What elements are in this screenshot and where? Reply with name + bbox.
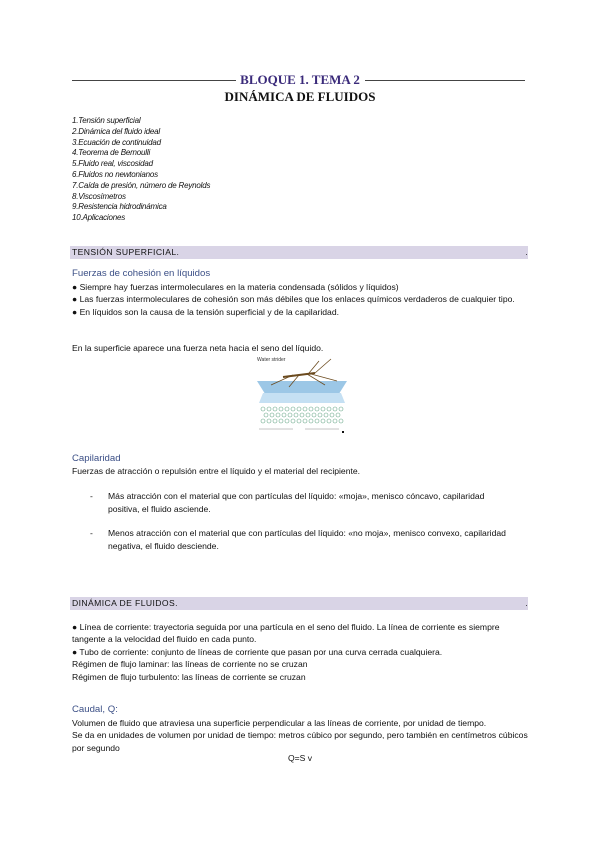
water-strider-illustration-icon	[253, 353, 351, 437]
section-heading-dot: .	[525, 598, 528, 608]
section-heading-dynamics	[70, 597, 528, 610]
subheading-caudal: Caudal, Q:	[72, 704, 118, 715]
capillarity-item	[90, 490, 510, 515]
capillarity-intro: Fuerzas de atracción o repulsión entre el líquido y el material del recipiente.	[72, 466, 361, 476]
definition-line: Régimen de flujo laminar: las líneas de corriente no se cruzan	[72, 659, 308, 670]
table-of-contents	[72, 116, 210, 224]
toc-item: 7.Caída de presión, número de Reynolds	[72, 180, 211, 190]
toc-item: 9.Resistencia hidrodinámica	[72, 202, 167, 212]
toc-item: 10.Aplicaciones	[72, 213, 126, 223]
bullet-line: ● Las fuerzas intermoleculares de cohesión son más débiles que los enlaces químicos verdaderos de cualquier tipo.	[72, 294, 515, 305]
capillarity-item-text: Menos atracción con el material que con partículas del líquido: «no moja», menisco convexo, capilaridad negativa, el fluido desciende.	[108, 528, 506, 551]
subheading-cohesion: Fuerzas de cohesión en líquidos	[72, 268, 211, 279]
capillarity-item	[90, 527, 510, 552]
section-heading-dot: .	[525, 247, 528, 257]
caudal-line: Se da en unidades de volumen por unidad de tiempo: metros cúbico por segundo, pero también en centímetros cúbicos por segundo	[72, 730, 528, 753]
surface-note: En la superficie aparece una fuerza neta hacia el seno del líquido.	[72, 343, 324, 353]
caudal-line: Volumen de fluido que atraviesa una superficie perpendicular a las líneas de corriente, por unidad de tiempo.	[72, 718, 487, 728]
toc-item: 2.Dinámica del fluido ideal	[72, 126, 160, 136]
section-heading-tension	[70, 246, 528, 259]
toc-item: 4.Teorema de Bernoulli	[72, 148, 151, 158]
flow-formula: Q=S v	[287, 753, 313, 763]
toc-item: 6.Fluidos no newtonianos	[72, 169, 158, 179]
section-heading-text: TENSIÓN SUPERFICIAL.	[72, 247, 180, 257]
definition-line: Régimen de flujo turbulento: las líneas de corriente se cruzan	[72, 671, 306, 682]
capillarity-item-text: Más atracción con el material que con partículas del líquido: «moja», menisco cóncavo, capilaridad positiva, el fluido asciende.	[108, 491, 485, 514]
dash-marker: -	[90, 491, 93, 501]
toc-item: 3.Ecuación de continuidad	[72, 137, 161, 147]
figure-label: Water strider	[257, 357, 286, 363]
toc-item: 5.Fluido real, viscosidad	[72, 159, 153, 169]
dash-marker: -	[90, 528, 93, 538]
bullet-line: ● En líquidos son la causa de la tensión superficial y de la capilaridad.	[72, 306, 339, 317]
bullet-line: ● Siempre hay fuerzas intermoleculares en la materia condensada (sólidos y líquidos)	[72, 282, 399, 292]
toc-item: 8.Viscosímetros	[72, 191, 126, 201]
water-strider-figure	[253, 353, 351, 437]
flow-definitions	[72, 621, 528, 683]
block-heading: BLOQUE 1. TEMA 2	[0, 72, 600, 88]
definition-line: ● Línea de corriente: trayectoria seguida por una partícula en el seno del fluido. La línea de corriente es siempre tangente a la velocidad del fluido en cada punto.	[72, 622, 500, 645]
subheading-capillarity: Capilaridad	[72, 453, 121, 464]
definition-line: ● Tubo de corriente: conjunto de líneas de corriente que pasan por una curva cerrada cualquiera.	[72, 646, 443, 657]
caudal-text	[72, 717, 528, 754]
section-heading-text: DINÁMICA DE FLUIDOS.	[72, 598, 178, 608]
toc-item: 1.Tensión superficial	[72, 116, 141, 125]
cohesion-bullets	[72, 281, 528, 318]
document-title: DINÁMICA DE FLUIDOS	[224, 89, 376, 104]
